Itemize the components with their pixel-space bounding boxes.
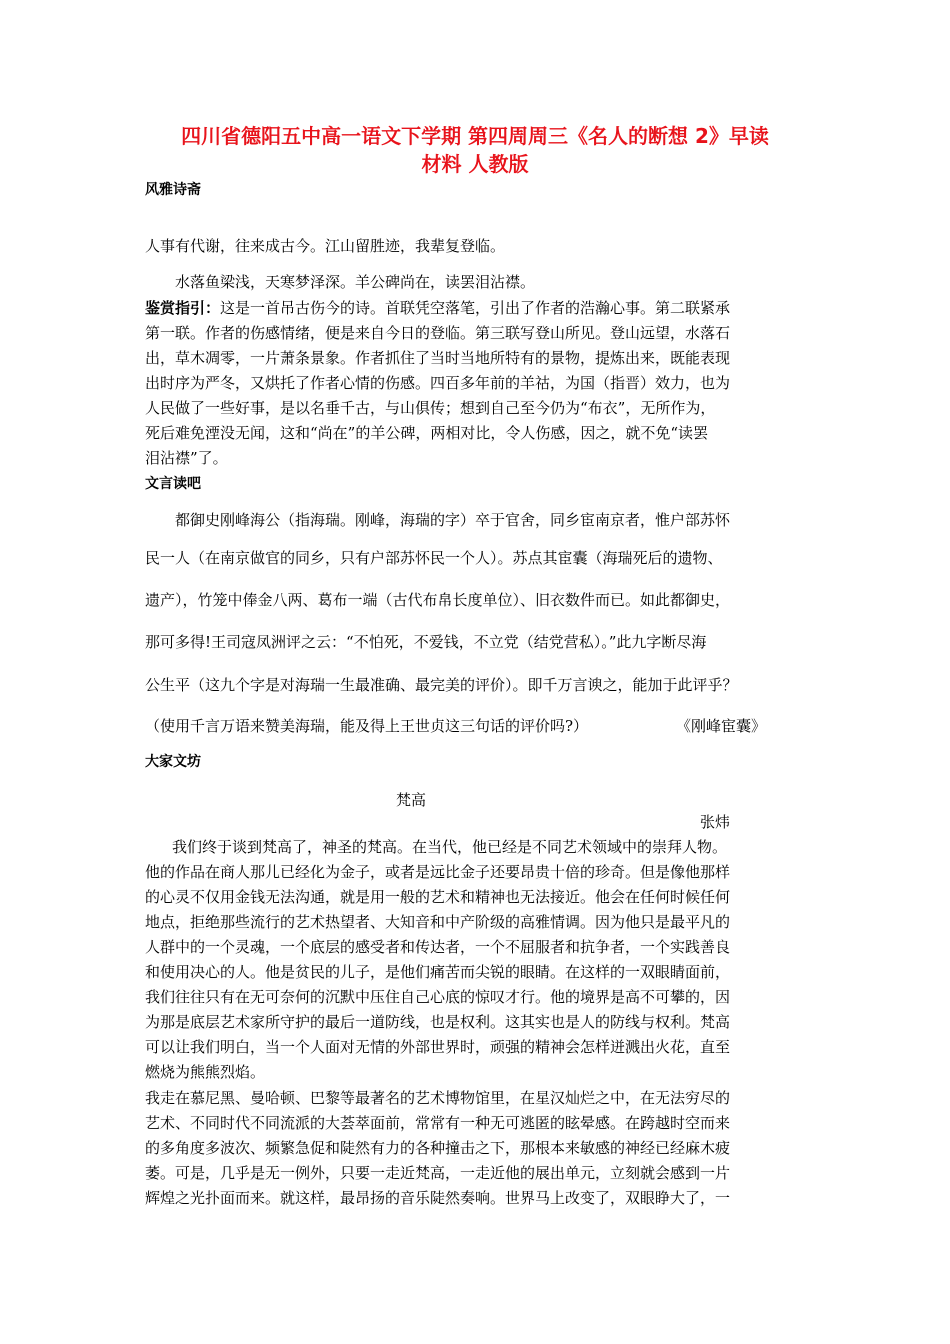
- classical-line-5: 公生平（这九个字是对海瑞一生最准确、最完美的评价）。即千万言谀之，能加于此评乎？: [145, 676, 738, 694]
- classical-source: 《刚峰宦囊》: [676, 717, 767, 735]
- section-heading-poetry: 风雅诗斋: [145, 182, 201, 198]
- document-title-line-2: 材料 人教版: [421, 152, 529, 176]
- appreciation-line-7: 泪沾襟”了。: [145, 449, 228, 467]
- poem-line-1: 人事有代谢，往来成古今。江山留胜迹，我辈复登临。: [145, 237, 506, 255]
- essay-p2-line-4: 萎。可是，几乎是无一例外，只要一走近梵高，一走近他的展出单元，立刻就会感到一片: [145, 1164, 731, 1182]
- appreciation-line-2: 第一联。作者的伤感情绪，便是来自今日的登临。第三联写登山所见。登山远望，水落石: [145, 324, 731, 342]
- essay-p1-line-5: 人群中的一个灵魂，一个底层的感受者和传达者，一个不屈服者和抗争者，一个实践善良: [145, 938, 731, 956]
- essay-p2-line-2: 艺术、不同时代不同流派的大荟萃面前，常常有一种无可逃匿的眩晕感。在跨越时空而来: [145, 1114, 731, 1132]
- essay-p1-line-3: 的心灵不仅用金钱无法沟通，就是用一般的艺术和精神也无法接近。他会在任何时候任何: [145, 888, 731, 906]
- essay-p1-line-6: 和使用决心的人。他是贫民的儿子，是他们痛苦而尖锐的眼睛。在这样的一双眼睛面前，: [145, 963, 731, 981]
- essay-p2-line-5: 辉煌之光扑面而来。就这样，最昂扬的音乐陡然奏响。世界马上改变了，双眼睁大了，一: [145, 1189, 731, 1207]
- classical-line-1: 都御史刚峰海公（指海瑞。刚峰，海瑞的字）卒于官舍，同乡宦南京者，惟户部苏怀: [175, 511, 731, 529]
- classical-line-3: 遗产），竹笼中俸金八两、葛布一端（古代布帛长度单位）、旧衣数件而已。如此都御史，: [145, 591, 731, 609]
- appreciation-text-1: 这是一首吊古伤今的诗。首联凭空落笔，引出了作者的浩瀚心事。第二联紧承: [220, 299, 731, 317]
- appreciation-label: 鉴赏指引：: [145, 299, 221, 317]
- poem-line-2: 水落鱼梁浅，天寒梦泽深。羊公碑尚在，读罢泪沾襟。: [175, 273, 536, 291]
- appreciation-line-6: 死后难免湮没无闻，这和“尚在”的羊公碑，两相对比，令人伤感，因之，就不免“读罢: [145, 424, 709, 442]
- essay-p1-line-2: 他的作品在商人那儿已经化为金子，或者是远比金子还要昂贵十倍的珍奇。但是像他那样: [145, 863, 731, 881]
- appreciation-line-5: 人民做了一些好事，是以名垂千古，与山俱传；想到自己至今仍为“布衣”，无所作为，: [145, 399, 716, 417]
- classical-line-2: 民一人（在南京做官的同乡，只有户部苏怀民一个人）。苏点其宦囊（海瑞死后的遗物、: [145, 549, 723, 567]
- essay-p1-line-8: 为那是底层艺术家所守护的最后一道防线，也是权利。这其实也是人的防线与权利。梵高: [145, 1013, 731, 1031]
- essay-author: 张炜: [700, 813, 731, 831]
- document-title-line-1: 四川省德阳五中高一语文下学期 第四周周三《名人的断想 2》早读: [181, 124, 769, 148]
- essay-p2-line-1: 我走在慕尼黑、曼哈顿、巴黎等最著名的艺术博物馆里，在星汉灿烂之中，在无法穷尽的: [145, 1089, 731, 1107]
- classical-line-4: 那可多得!王司寇凤洲评之云：“不怕死，不爱钱，不立党（结党营私）。”此九字断尽海: [145, 633, 707, 651]
- essay-p1-line-9: 可以让我们明白，当一个人面对无情的外部世界时，顽强的精神会怎样迸溅出火花，直至: [145, 1038, 731, 1056]
- essay-p1-line-1: 我们终于谈到梵高了，神圣的梵高。在当代，他已经是不同艺术领域中的崇拜人物。: [172, 838, 728, 856]
- essay-p1-line-4: 地点，拒绝那些流行的艺术热望者、大知音和中产阶级的高雅情调。因为他只是最平凡的: [145, 913, 731, 931]
- appreciation-line-3: 出，草木凋零，一片萧条景象。作者抓住了当时当地所特有的景物，提炼出来，既能表现: [145, 349, 731, 367]
- essay-p1-line-10: 燃烧为熊熊烈焰。: [145, 1063, 266, 1081]
- section-heading-essay: 大家文坊: [145, 754, 201, 770]
- appreciation-line-4: 出时序为严冬，又烘托了作者心情的伤感。四百多年前的羊祜，为国（指晋）效力，也为: [145, 374, 731, 392]
- essay-p1-line-7: 我们往往只有在无可奈何的沉默中压住自己心底的惊叹才行。他的境界是高不可攀的，因: [145, 988, 731, 1006]
- section-heading-classical: 文言读吧: [145, 476, 201, 492]
- appreciation-line-1: [145, 298, 730, 318]
- essay-title: 梵高: [396, 791, 427, 809]
- classical-line-6: （使用千言万语来赞美海瑞，能及得上王世贞这三句话的评价吗?）: [145, 717, 589, 735]
- essay-p2-line-3: 的多角度多波次、频繁急促和陡然有力的各种撞击之下，那根本来敏感的神经已经麻木疲: [145, 1139, 731, 1157]
